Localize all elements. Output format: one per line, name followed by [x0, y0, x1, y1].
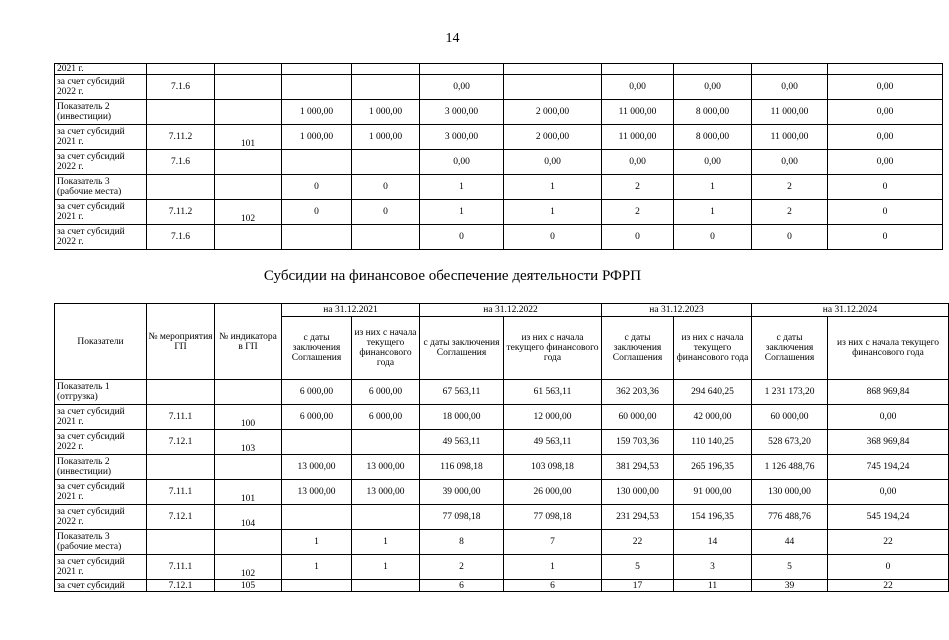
- value-cell: 8 000,00: [674, 100, 752, 125]
- row-label: Показатель 2 (инвестиции): [55, 100, 147, 125]
- value-cell: [352, 150, 420, 175]
- value-cell: 2: [752, 200, 828, 225]
- value-cell: [282, 150, 352, 175]
- value-cell: 159 703,36: [602, 430, 674, 455]
- value-cell: 5: [752, 555, 828, 580]
- value-cell: 0,00: [602, 150, 674, 175]
- table-row: [55, 225, 943, 250]
- indicator-number: [215, 530, 282, 555]
- table-row: [55, 64, 943, 75]
- value-cell: 1: [674, 200, 752, 225]
- value-cell: 868 969,84: [828, 380, 949, 405]
- value-cell: 0: [352, 175, 420, 200]
- row-label: за счет субсидий 2022 г.: [55, 150, 147, 175]
- value-cell: 91 000,00: [674, 480, 752, 505]
- value-cell: 1 000,00: [282, 125, 352, 150]
- value-cell: 8: [420, 530, 504, 555]
- row-label: за счет субсидий 2021 г.: [55, 480, 147, 505]
- value-cell: 14: [674, 530, 752, 555]
- value-cell: 1: [282, 530, 352, 555]
- indicator-number: [215, 150, 282, 175]
- value-cell: 0,00: [674, 150, 752, 175]
- event-number: 7.1.6: [147, 150, 215, 175]
- value-cell: 17: [602, 580, 674, 592]
- value-cell: 1: [504, 200, 602, 225]
- value-cell: 67 563,11: [420, 380, 504, 405]
- indicator-number: [215, 225, 282, 250]
- value-cell: [352, 580, 420, 592]
- value-cell: 0,00: [504, 150, 602, 175]
- row-label: за счет субсидий 2022 г.: [55, 225, 147, 250]
- table-row: [55, 175, 943, 200]
- header-indicators: Показатели: [55, 304, 147, 380]
- event-number: 7.11.2: [147, 200, 215, 225]
- table-title: Субсидии на финансовое обеспечение деятельности РФРП: [263, 268, 642, 284]
- value-cell: 11: [674, 580, 752, 592]
- value-cell: 13 000,00: [282, 455, 352, 480]
- value-cell: [352, 505, 420, 530]
- value-cell: 22: [828, 530, 949, 555]
- value-cell: [352, 64, 420, 75]
- value-cell: 1: [674, 175, 752, 200]
- value-cell: [828, 64, 943, 75]
- value-cell: 2: [420, 555, 504, 580]
- value-cell: 116 098,18: [420, 455, 504, 480]
- value-cell: 39: [752, 580, 828, 592]
- value-cell: 49 563,11: [420, 430, 504, 455]
- value-cell: 154 196,35: [674, 505, 752, 530]
- table-row: [55, 430, 949, 455]
- header-sub: из них с начала текущего финансового года: [352, 317, 420, 380]
- value-cell: 0,00: [828, 480, 949, 505]
- value-cell: 362 203,36: [602, 380, 674, 405]
- value-cell: 18 000,00: [420, 405, 504, 430]
- page-number: 14: [445, 31, 460, 46]
- event-number: 7.1.6: [147, 75, 215, 100]
- value-cell: 0: [352, 200, 420, 225]
- value-cell: 49 563,11: [504, 430, 602, 455]
- value-cell: 1: [352, 555, 420, 580]
- value-cell: 1: [352, 530, 420, 555]
- value-cell: 3: [674, 555, 752, 580]
- value-cell: [352, 430, 420, 455]
- header-period: на 31.12.2023: [602, 304, 752, 317]
- row-label: за счет субсидий 2022 г.: [55, 505, 147, 530]
- value-cell: 6: [420, 580, 504, 592]
- value-cell: 11 000,00: [602, 100, 674, 125]
- value-cell: 11 000,00: [752, 100, 828, 125]
- indicator-number: [215, 64, 282, 75]
- value-cell: 0: [828, 555, 949, 580]
- event-number: [147, 64, 215, 75]
- row-label: за счет субсидий 2021 г.: [55, 125, 147, 150]
- table-row: [55, 480, 949, 505]
- value-cell: [352, 225, 420, 250]
- value-cell: 2 000,00: [504, 100, 602, 125]
- value-cell: 44: [752, 530, 828, 555]
- table-row: [55, 75, 943, 100]
- value-cell: 2 000,00: [504, 125, 602, 150]
- indicator-number: [215, 455, 282, 480]
- row-label: за счет субсидий 2021 г.: [55, 405, 147, 430]
- value-cell: 0,00: [602, 75, 674, 100]
- value-cell: [282, 225, 352, 250]
- value-cell: 130 000,00: [602, 480, 674, 505]
- header-period: на 31.12.2022: [420, 304, 602, 317]
- value-cell: 1: [504, 175, 602, 200]
- value-cell: 0,00: [674, 75, 752, 100]
- value-cell: 545 194,24: [828, 505, 949, 530]
- value-cell: 0: [674, 225, 752, 250]
- header-indicator-no: № индикатора в ГП: [215, 304, 282, 380]
- value-cell: 39 000,00: [420, 480, 504, 505]
- table-row: [55, 125, 943, 150]
- value-cell: 0: [752, 225, 828, 250]
- row-label: за счет субсидий 2021 г.: [55, 555, 147, 580]
- value-cell: 0: [282, 175, 352, 200]
- table-continued: [54, 63, 943, 250]
- value-cell: 0,00: [420, 75, 504, 100]
- header-sub: из них с начала текущего финансового года: [504, 317, 602, 380]
- value-cell: 0: [282, 200, 352, 225]
- value-cell: 13 000,00: [352, 455, 420, 480]
- event-number: 7.12.1: [147, 430, 215, 455]
- value-cell: 11 000,00: [752, 125, 828, 150]
- header-sub: с даты заключения Соглашения: [282, 317, 352, 380]
- table-row: [55, 455, 949, 480]
- value-cell: 0: [504, 225, 602, 250]
- value-cell: 2: [752, 175, 828, 200]
- value-cell: 5: [602, 555, 674, 580]
- value-cell: 26 000,00: [504, 480, 602, 505]
- event-number: [147, 455, 215, 480]
- value-cell: 0: [828, 225, 943, 250]
- value-cell: [602, 64, 674, 75]
- header-sub: из них с начала текущего финансового года: [828, 317, 949, 380]
- event-number: [147, 175, 215, 200]
- value-cell: 0: [602, 225, 674, 250]
- value-cell: 1 000,00: [352, 100, 420, 125]
- indicator-number: [215, 380, 282, 405]
- value-cell: 1: [504, 555, 602, 580]
- row-label: Показатель 2 (инвестиции): [55, 455, 147, 480]
- indicator-number: [215, 175, 282, 200]
- indicator-number: 101: [215, 480, 282, 505]
- value-cell: 0: [828, 175, 943, 200]
- row-label: за счет субсидий 2022 г.: [55, 75, 147, 100]
- value-cell: 77 098,18: [504, 505, 602, 530]
- row-label: за счет субсидий 2022 г.: [55, 430, 147, 455]
- table-row: [55, 100, 943, 125]
- value-cell: 231 294,53: [602, 505, 674, 530]
- value-cell: 61 563,11: [504, 380, 602, 405]
- table-row: [55, 505, 949, 530]
- header-sub: с даты заключения Соглашения: [602, 317, 674, 380]
- value-cell: 3 000,00: [420, 100, 504, 125]
- value-cell: [752, 64, 828, 75]
- value-cell: 0,00: [420, 150, 504, 175]
- value-cell: 7: [504, 530, 602, 555]
- header-period: на 31.12.2021: [282, 304, 420, 317]
- table-row: [55, 530, 949, 555]
- row-label: за счет субсидий 2021 г.: [55, 200, 147, 225]
- value-cell: [282, 75, 352, 100]
- value-cell: 0: [828, 200, 943, 225]
- table-row: [55, 150, 943, 175]
- value-cell: [282, 64, 352, 75]
- value-cell: 13 000,00: [352, 480, 420, 505]
- event-number: 7.11.1: [147, 405, 215, 430]
- value-cell: 1 000,00: [282, 100, 352, 125]
- value-cell: 1: [420, 200, 504, 225]
- value-cell: 0,00: [828, 125, 943, 150]
- event-number: [147, 530, 215, 555]
- table-row: [55, 555, 949, 580]
- value-cell: 6 000,00: [282, 380, 352, 405]
- value-cell: [282, 505, 352, 530]
- value-cell: 1 126 488,76: [752, 455, 828, 480]
- value-cell: 6: [504, 580, 602, 592]
- value-cell: [674, 64, 752, 75]
- indicator-number: 105: [215, 580, 282, 592]
- value-cell: 1 231 173,20: [752, 380, 828, 405]
- header-sub: с даты заключения Соглашения: [752, 317, 828, 380]
- value-cell: 13 000,00: [282, 480, 352, 505]
- value-cell: [282, 430, 352, 455]
- header-event-no: № мероприятия ГП: [147, 304, 215, 380]
- indicator-number: 103: [215, 430, 282, 455]
- value-cell: 0,00: [828, 75, 943, 100]
- value-cell: 22: [828, 580, 949, 592]
- event-number: 7.11.1: [147, 480, 215, 505]
- subsidy-table: [54, 303, 949, 592]
- value-cell: 294 640,25: [674, 380, 752, 405]
- event-number: 7.12.1: [147, 580, 215, 592]
- row-label: 2021 г.: [55, 64, 147, 75]
- value-cell: [504, 64, 602, 75]
- table-row: [55, 200, 943, 225]
- value-cell: 528 673,20: [752, 430, 828, 455]
- row-label: Показатель 1 (отгрузка): [55, 380, 147, 405]
- value-cell: 130 000,00: [752, 480, 828, 505]
- value-cell: 2: [602, 175, 674, 200]
- value-cell: 1: [420, 175, 504, 200]
- value-cell: 6 000,00: [282, 405, 352, 430]
- value-cell: 42 000,00: [674, 405, 752, 430]
- indicator-number: [215, 100, 282, 125]
- value-cell: 60 000,00: [752, 405, 828, 430]
- value-cell: 103 098,18: [504, 455, 602, 480]
- value-cell: [504, 75, 602, 100]
- indicator-number: 101: [215, 125, 282, 150]
- header-sub: из них с начала текущего финансового года: [674, 317, 752, 380]
- value-cell: 2: [602, 200, 674, 225]
- value-cell: [420, 64, 504, 75]
- indicator-number: 100: [215, 405, 282, 430]
- value-cell: 0: [420, 225, 504, 250]
- value-cell: [282, 580, 352, 592]
- value-cell: 12 000,00: [504, 405, 602, 430]
- value-cell: 0,00: [828, 100, 943, 125]
- value-cell: 8 000,00: [674, 125, 752, 150]
- event-number: 7.11.1: [147, 555, 215, 580]
- header-period: на 31.12.2024: [752, 304, 949, 317]
- value-cell: 368 969,84: [828, 430, 949, 455]
- indicator-number: 104: [215, 505, 282, 530]
- value-cell: 22: [602, 530, 674, 555]
- value-cell: 1 000,00: [352, 125, 420, 150]
- event-number: [147, 100, 215, 125]
- value-cell: 1: [282, 555, 352, 580]
- row-label: Показатель 3 (рабочие места): [55, 530, 147, 555]
- value-cell: 6 000,00: [352, 380, 420, 405]
- indicator-number: [215, 75, 282, 100]
- value-cell: 0,00: [828, 405, 949, 430]
- value-cell: 776 488,76: [752, 505, 828, 530]
- header-sub: с даты заключения Соглашения: [420, 317, 504, 380]
- indicator-number: 102: [215, 200, 282, 225]
- value-cell: 3 000,00: [420, 125, 504, 150]
- indicator-number: 102: [215, 555, 282, 580]
- value-cell: 381 294,53: [602, 455, 674, 480]
- value-cell: 77 098,18: [420, 505, 504, 530]
- value-cell: 745 194,24: [828, 455, 949, 480]
- table-row: [55, 380, 949, 405]
- event-number: [147, 380, 215, 405]
- value-cell: [352, 75, 420, 100]
- value-cell: 0,00: [828, 150, 943, 175]
- event-number: 7.11.2: [147, 125, 215, 150]
- value-cell: 110 140,25: [674, 430, 752, 455]
- row-label: за счет субсидий: [55, 580, 147, 592]
- value-cell: 265 196,35: [674, 455, 752, 480]
- value-cell: 6 000,00: [352, 405, 420, 430]
- table-row: [55, 580, 949, 592]
- event-number: 7.12.1: [147, 505, 215, 530]
- event-number: 7.1.6: [147, 225, 215, 250]
- row-label: Показатель 3 (рабочие места): [55, 175, 147, 200]
- value-cell: 60 000,00: [602, 405, 674, 430]
- value-cell: 0,00: [752, 75, 828, 100]
- value-cell: 0,00: [752, 150, 828, 175]
- table-row: [55, 405, 949, 430]
- value-cell: 11 000,00: [602, 125, 674, 150]
